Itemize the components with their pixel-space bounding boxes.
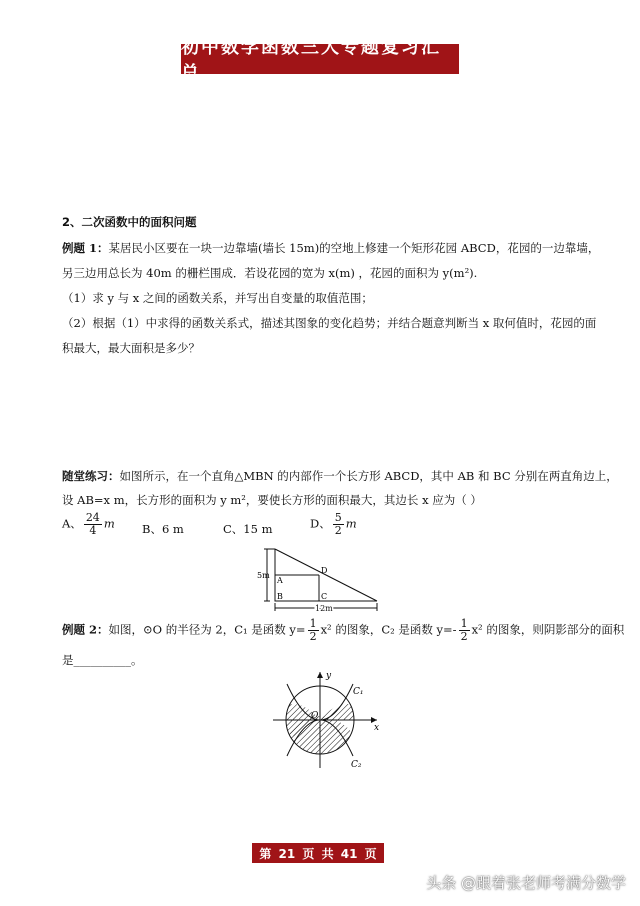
example2-line1: [62, 618, 624, 643]
option-a-numerator: 24: [85, 511, 100, 524]
section-heading: 2、二次函数中的面积问题: [62, 215, 197, 229]
option-d-fraction: [333, 512, 344, 537]
label-x: x: [374, 723, 380, 733]
example2-frac-2-den: 2: [460, 630, 468, 643]
example1-question2-line1: （2）根据（1）中求得的函数关系式，描述其图象的变化趋势；并结合题意判断当 x 取何值时，花园的面: [62, 316, 597, 330]
label-c1: C₁: [353, 687, 364, 697]
example2-text-c: x² 的图象，则阴影部分的面积: [471, 622, 625, 637]
example2-label: 例题 2：: [62, 622, 109, 637]
option-a-unit: m: [103, 516, 115, 531]
example1-text1: 某居民小区要在一块一边靠墙(墙长 15m)的空地上修建一个矩形花园 ABCD，花园的一边靠墙，: [108, 241, 600, 255]
option-d: [310, 512, 357, 537]
example1-question1: （1）求 y 与 x 之间的函数关系，并写出自变量的取值范围；: [62, 291, 373, 305]
label-c: C: [321, 592, 328, 601]
label-12m: 12m: [315, 604, 333, 613]
option-d-prefix: D、: [310, 516, 331, 531]
option-d-numerator: 5: [334, 511, 342, 524]
example2-frac-2: [459, 618, 470, 643]
option-a-denominator: 4: [89, 524, 97, 537]
option-c: C、15 m: [223, 522, 273, 536]
example1-label: 例题 1：: [62, 241, 109, 255]
example1-line2: 另三边用总长为 40m 的栅栏围成．若设花园的宽为 x(m) ，花园的面积为 y(m²).: [62, 266, 478, 280]
option-d-unit: m: [345, 516, 357, 531]
label-b: B: [277, 592, 283, 601]
page-footer: 第 21 页 共 41 页: [252, 843, 384, 863]
triangle-figure: [255, 545, 390, 615]
watermark: 头条 @跟着张老师考满分数学: [426, 874, 626, 892]
practice-label: 随堂练习：: [62, 469, 120, 483]
label-y: y: [326, 671, 332, 681]
option-b: B、6 m: [142, 522, 184, 536]
label-o: O: [311, 711, 319, 721]
example2-text-b: x² 的图象，C₂ 是函数 y=-: [320, 622, 457, 637]
example2-frac-1-num: 1: [309, 617, 317, 630]
example2-frac-2-num: 1: [460, 617, 468, 630]
example2-frac-1-den: 2: [309, 630, 317, 643]
label-c2: C₂: [351, 760, 362, 770]
label-d: D: [321, 566, 328, 575]
label-5m: 5m: [257, 571, 270, 580]
page-title: 初中数学函数三大专题复习汇总: [181, 44, 459, 74]
example1-question2-line2: 积最大，最大面积是多少？: [62, 341, 200, 355]
label-a: A: [277, 576, 283, 585]
option-a: [62, 512, 115, 537]
example1-line1: [62, 240, 599, 256]
option-d-denominator: 2: [334, 524, 342, 537]
y-axis-arrow: [317, 672, 323, 678]
example2-line2: 是__________。: [62, 653, 143, 667]
option-a-fraction: [84, 512, 102, 537]
example2-frac-1: [308, 618, 319, 643]
practice-text1: 如图所示，在一个直角△MBN 的内部作一个长方形 ABCD，其中 AB 和 BC 分别在两直角边上，: [119, 469, 618, 483]
practice-line2: 设 AB=x m，长方形的面积为 y m²，要使长方形的面积最大，其边长 x 应为（ ）: [62, 493, 482, 507]
example2-text-a: 如图，⊙O 的半径为 2，C₁ 是函数 y=: [108, 622, 306, 637]
circle-parabola-figure: [265, 668, 385, 773]
practice-line1: [62, 468, 618, 484]
option-a-prefix: A、: [62, 516, 82, 531]
